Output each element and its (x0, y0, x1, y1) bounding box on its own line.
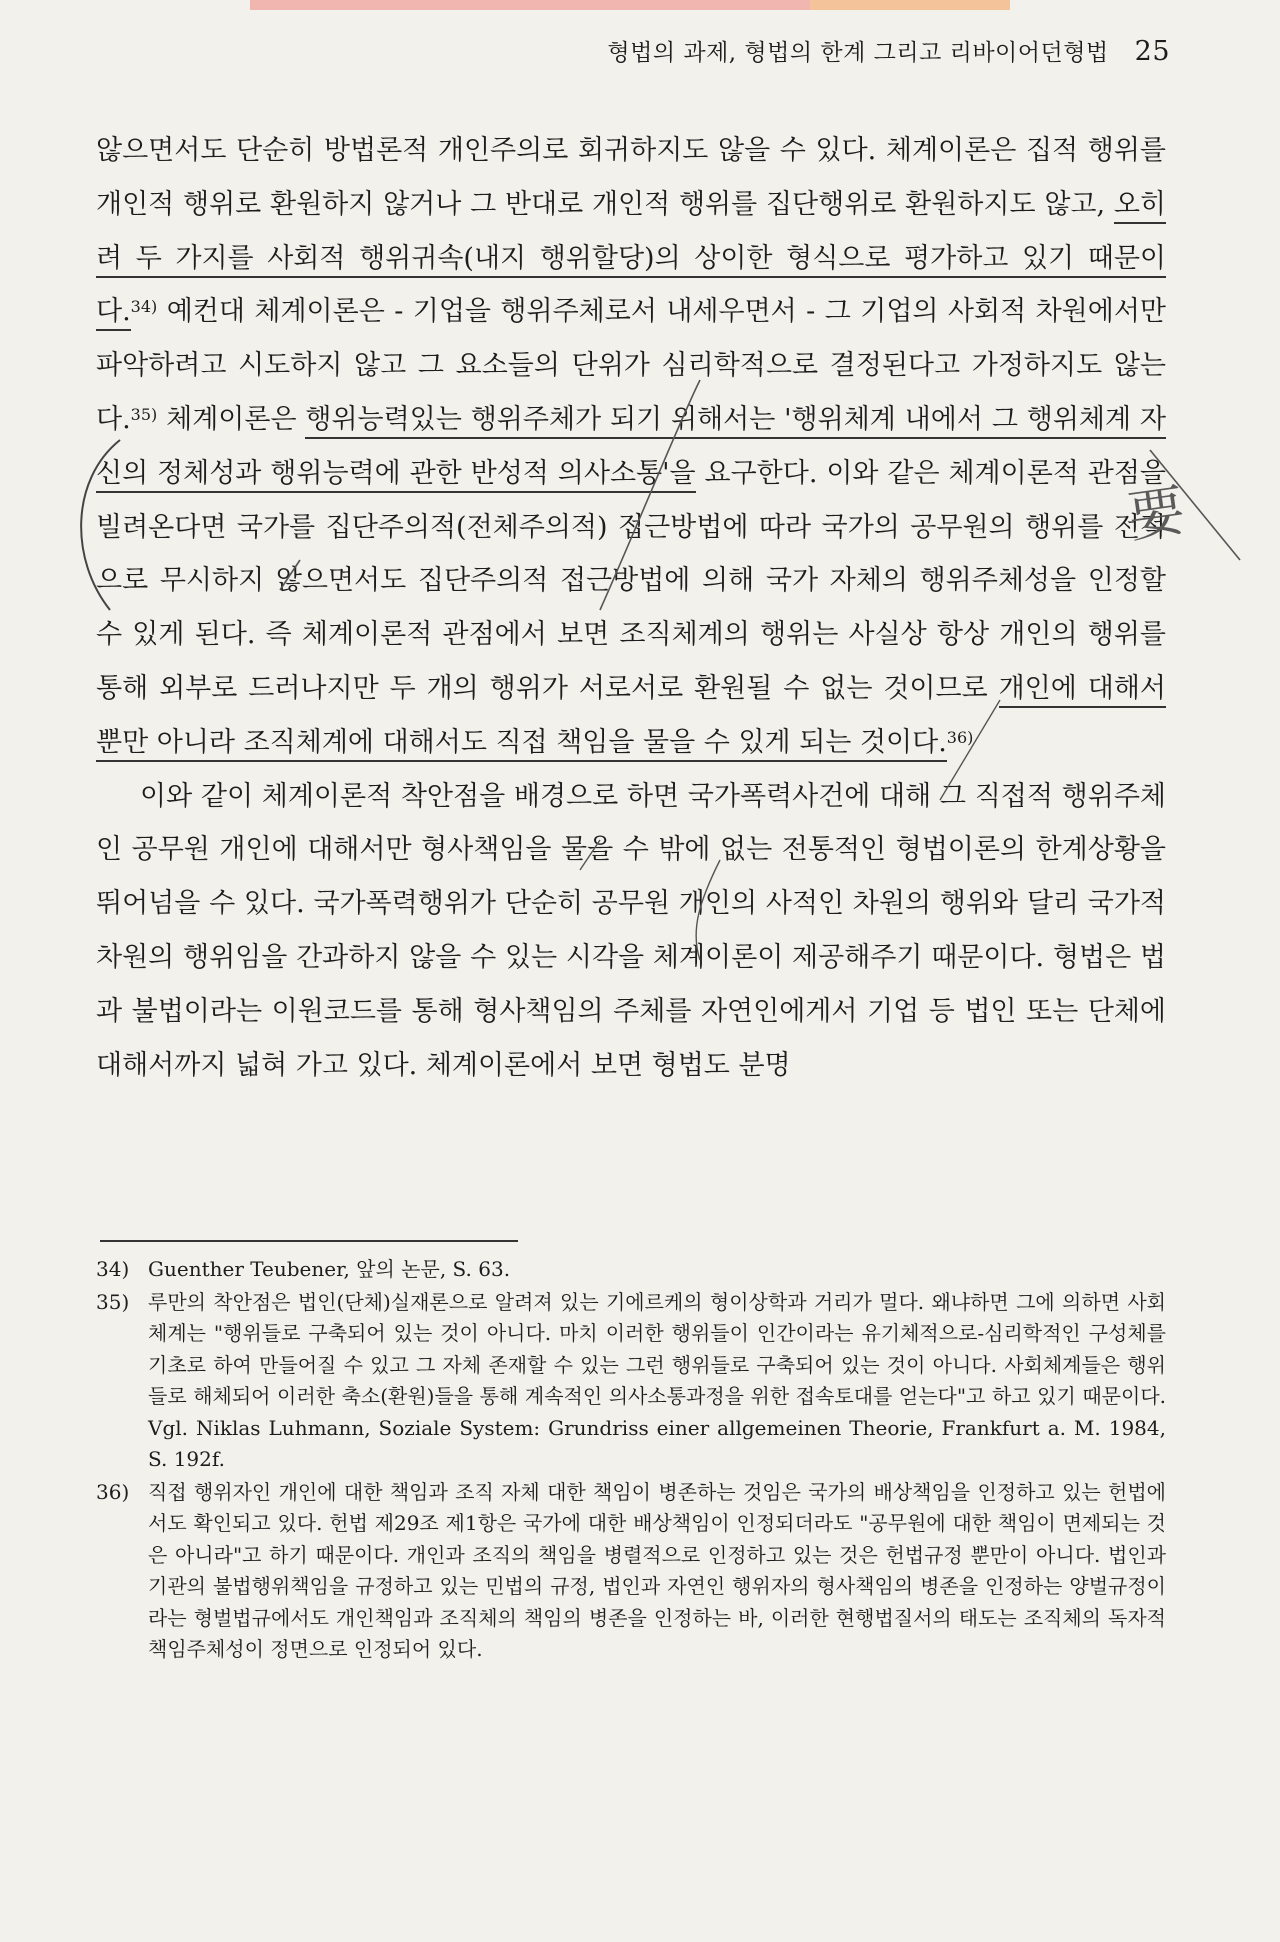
paragraph-2: 이와 같이 체계이론적 착안점을 배경으로 하면 국가폭력사건에 대해 그 직접적 행위주체인 공무원 개인에 대해서만 형사책임을 물을 수 밖에 없는 전통적인 형법이론의 한계상황을 뛰어넘을 수 있다. 국가폭력행위가 단순히 공무원 개인의 사적인 차원의 행위와 달리 국가적 차원의 행위임을 간과하지 않을 수 있는 시각을 체계이론이 제공해주기 때문이다. 형법은 법과 불법이라는 이원코드를 통해 형사책임의 주체를 자연인에게서 기업 등 법인 또는 단체에 대해서까지 넓혀 가고 있다. 체계이론에서 보면 형법도 분명 (96, 780, 1166, 1081)
footnote-ref-36: 36) (946, 727, 974, 747)
pen-slash-1 (280, 560, 300, 590)
underlined-passage-1: 오히려 두 가지를 사회적 행위귀속(내지 행위할당)의 상이한 형식으로 평가하고 있기 때문이다. (96, 189, 1166, 332)
pen-slash-2 (696, 860, 720, 960)
paragraph-1-text-d: 요구한다. 이와 같은 체계이론적 관점을 빌려온다면 국가를 집단주의적(전체주의적) 접근방법에 따라 국가의 공무원의 행위를 전적으로 무시하지 않으면서도 집단주의적 접근방법에 의해 국가 자체의 행위주체성을 인정할 수 있게 된다. 즉 체계이론적 관점에서 보면 조직체계의 행위는 사실상 항상 개인의 행위를 통해 외부로 드러나지만 두 개의 행위가 서로서로 환원될 수 없는 것이므로 (96, 457, 1166, 704)
footnote-text: 루만의 착안점은 법인(단체)실재론으로 알려져 있는 기에르케의 형이상학과 거리가 멀다. 왜냐하면 그에 의하면 사회 체계는 "행위들로 구축되어 있는 것이 아니다. 마치 이러한 행위들이 인간이라는 유기체적으로-심리학적인 구성체를 기초로 하여 만들어질 수 있고 그 자체 존재할 수 있는 그런 행위들로 구축되어 있는 것이 아니다. 사회체계들은 행위들로 해체되어 이러한 축소(환원)들을 통해 계속적인 의사소통과정을 위한 접속토대를 얻는다"고 하고 있기 때문이다. Vgl. Niklas Luhmann, Soziale System: Grundriss einer allgemeinen Theorie, Frankfurt a. M. 1984, S. 192f. (148, 1289, 1166, 1471)
paragraph-1-text-b: 예컨대 체계이론은 - 기업을 행위주체로서 내세우면서 - 그 기업의 사회적 차원에서만 파악하려고 시도하지 않고 그 요소들의 단위가 심리학적으로 결정된다고 가정하지도 않는다. (96, 296, 1166, 435)
page-number: 25 (1134, 36, 1170, 67)
footnote-number: 35) (96, 1289, 130, 1314)
footnote-number: 34) (96, 1257, 130, 1281)
footnote-text: Guenther Teubener, 앞의 논문, S. 63. (148, 1257, 511, 1281)
footnote-text: 직접 행위자인 개인에 대한 책임과 조직 자체 대한 책임이 병존하는 것임은 국가의 배상책임을 인정하고 있는 헌법에서도 확인되고 있다. 헌법 제29조 제1항은 국가에 대한 배상책임이 인정되더라도 "공무원에 대한 책임이 면제되는 것은 아니라"고 하기 때문이다. 개인과 조직의 책임을 병렬적으로 인정하고 있는 것은 헌법규정 뿐만이 아니다. 법인과 기관의 불법행위책임을 규정하고 있는 민법의 규정, 법인과 자연인 행위자의 형사책임의 병존을 인정하는 양벌규정이라는 형벌법규에서도 개인책임과 조직체의 책임의 병존을 인정하는 바, 이러한 현행법질서의 태도는 조직체의 독자적 책임주체성이 정면으로 인정되어 있다. (148, 1479, 1166, 1661)
handwritten-margin-note: 要 (1124, 478, 1189, 551)
footnote-ref-35: 35) (130, 404, 158, 424)
pen-bracket-curve (81, 440, 120, 610)
pen-bracket-line (600, 380, 700, 610)
underlined-passage-3: 개인에 대해서 뿐만 아니라 조직체계에 대해서도 직접 책임을 물을 수 있게 되는 것이다. (96, 673, 1166, 762)
footnote-number: 36) (96, 1479, 130, 1504)
paragraph-1-text-c: 체계이론은 (157, 403, 306, 435)
pen-tick-1 (1150, 450, 1240, 560)
footnote-ref-34: 34) (130, 297, 158, 317)
underlined-passage-2: 행위능력있는 행위주체가 되기 위해서는 '행위체계 내에서 그 행위체계 자신의 정체성과 행위능력에 관한 반성적 의사소통'을 (96, 404, 1166, 493)
pen-slash-3 (940, 700, 1000, 800)
pen-slash-4 (580, 840, 600, 870)
paragraph-1-text-a: 않으면서도 단순히 방법론적 개인주의로 회귀하지도 않을 수 있다. 체계이론은 집적 행위를 개인적 행위로 환원하지 않거나 그 반대로 개인적 행위를 집단행위로 환원하지도 않고, (96, 135, 1166, 220)
running-title: 형법의 과제, 형법의 한계 그리고 리바이어던형법 (607, 40, 1109, 66)
